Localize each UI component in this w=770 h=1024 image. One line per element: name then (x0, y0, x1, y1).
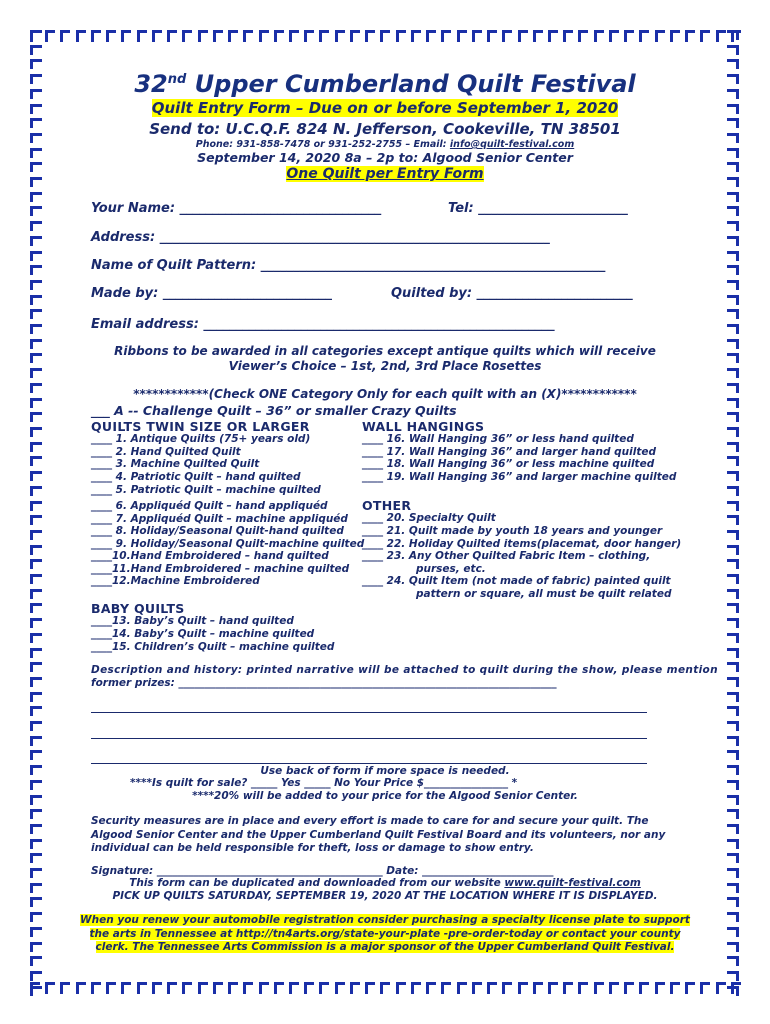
border-bracket (137, 982, 147, 994)
border-bracket (518, 982, 528, 994)
border-bracket (609, 30, 619, 42)
border-bracket (727, 750, 739, 760)
category-instruction: ************(Check ONE Category Only for each quilt with an (X)************ (133, 387, 637, 401)
description-blank-line[interactable] (91, 738, 647, 739)
border-bracket (30, 236, 42, 246)
border-bracket (380, 30, 390, 42)
border-bracket (727, 427, 739, 437)
border-bracket (30, 530, 42, 540)
category-option[interactable]: ____ 8. Holiday/Seasonal Quilt-hand quilted (91, 525, 344, 537)
baby-quilts-heading: BABY QUILTS (91, 601, 185, 616)
border-bracket (91, 982, 101, 994)
border-bracket (727, 412, 739, 422)
ribbons-line-2: Viewer’s Choice – 1st, 2nd, 3rd Place Rosettes (228, 359, 542, 373)
border-bracket (472, 30, 482, 42)
one-quilt-notice: One Quilt per Entry Form (286, 166, 484, 182)
border-bracket (30, 515, 42, 525)
border-bracket (670, 982, 680, 994)
border-bracket (727, 30, 739, 40)
send-to-address: Send to: U.C.Q.F. 824 N. Jefferson, Cookeville, TN 38501 (149, 120, 621, 138)
border-bracket (228, 982, 238, 994)
border-bracket (727, 442, 739, 452)
border-bracket (727, 603, 739, 613)
border-bracket (727, 265, 739, 275)
border-bracket (441, 982, 451, 994)
border-bracket (365, 30, 375, 42)
border-bracket (30, 692, 42, 702)
border-bracket (274, 30, 284, 42)
made-by-field[interactable]: Made by: __________________________ (91, 286, 332, 301)
border-bracket (594, 30, 604, 42)
border-bracket (152, 982, 162, 994)
wall-hangings-heading: WALL HANGINGS (362, 419, 485, 434)
border-bracket (727, 236, 739, 246)
border-bracket (30, 559, 42, 569)
border-bracket (548, 982, 558, 994)
phone-email-line: Phone: 931-858-7478 or 931-252-2755 – Email: info@quilt-festival.com (195, 139, 575, 150)
back-of-form-note: Use back of form if more space is needed. (260, 765, 510, 777)
border-bracket (350, 982, 360, 994)
category-option[interactable]: ____ 17. Wall Hanging 36” and larger hand quilted (362, 446, 656, 458)
border-bracket (30, 265, 42, 275)
border-bracket (182, 982, 192, 994)
border-bracket (533, 30, 543, 42)
category-option[interactable]: ____ 24. Quilt Item (not made of fabric) painted quilt (362, 575, 671, 587)
tel-field[interactable]: Tel: _______________________ (448, 201, 628, 216)
category-option[interactable]: purses, etc. (416, 563, 486, 575)
border-bracket (502, 30, 512, 42)
border-bracket (426, 982, 436, 994)
category-option[interactable]: ____13. Baby’s Quilt – hand quilted (91, 615, 294, 627)
percent-note: ****20% will be added to your price for the Algood Senior Center. (192, 790, 578, 802)
border-bracket (457, 30, 467, 42)
border-bracket (335, 982, 345, 994)
border-bracket (563, 30, 573, 42)
border-bracket (396, 982, 406, 994)
category-option[interactable]: ____ 1. Antique Quilts (75+ years old) (91, 433, 311, 445)
border-bracket (727, 515, 739, 525)
challenge-quilt-option[interactable]: ___ A -- Challenge Quilt – 36” or smaller Crazy Quilts (91, 403, 457, 418)
border-bracket (578, 982, 588, 994)
border-bracket (411, 982, 421, 994)
border-bracket (716, 982, 726, 994)
border-bracket (76, 30, 86, 42)
border-bracket (30, 309, 42, 319)
border-bracket (578, 30, 588, 42)
border-bracket (685, 30, 695, 42)
border-bracket (700, 30, 710, 42)
category-option[interactable]: ____ 2. Hand Quilted Quilt (91, 446, 241, 458)
entry-form-due: Quilt Entry Form – Due on or before September 1, 2020 (151, 99, 619, 117)
border-bracket (30, 633, 42, 643)
border-bracket (655, 982, 665, 994)
border-bracket (30, 574, 42, 584)
border-bracket (198, 30, 208, 42)
border-bracket (727, 853, 739, 863)
page-title: 32nd Upper Cumberland Quilt Festival (134, 70, 636, 98)
border-bracket (727, 280, 739, 290)
border-bracket (727, 839, 739, 849)
description-line-1: Description and history: printed narrative will be attached to quilt during the show, please mention (91, 664, 718, 676)
border-bracket (274, 982, 284, 994)
border-bracket (727, 486, 739, 496)
border-bracket (487, 30, 497, 42)
former-prizes-field[interactable]: former prizes: ________________________________________________________________________ (91, 677, 557, 689)
border-bracket (727, 618, 739, 628)
border-bracket (727, 251, 739, 261)
category-option[interactable]: ____ 23. Any Other Quilted Fabric Item – clothing, (362, 550, 651, 562)
category-option[interactable]: ____14. Baby’s Quilt – machine quilted (91, 628, 315, 640)
signature-date-field[interactable]: Signature: ___________________________________________ Date: _________________________ (91, 865, 554, 877)
border-bracket (30, 589, 42, 599)
border-bracket (727, 559, 739, 569)
border-bracket (639, 982, 649, 994)
category-option[interactable]: ____ 18. Wall Hanging 36” or less machine quilted (362, 458, 655, 470)
quilt-pattern-field[interactable]: Name of Quilt Pattern: _____________________________________________________ (91, 258, 606, 273)
category-option[interactable]: ____12.Machine Embroidered (91, 575, 260, 587)
border-bracket (727, 809, 739, 819)
border-bracket (727, 956, 739, 966)
border-bracket (30, 853, 42, 863)
border-bracket (472, 982, 482, 994)
border-bracket (30, 824, 42, 834)
border-bracket (106, 982, 116, 994)
border-bracket (30, 295, 42, 305)
border-bracket (727, 324, 739, 334)
border-bracket (727, 206, 739, 216)
border-bracket (380, 982, 390, 994)
border-bracket (563, 982, 573, 994)
border-bracket (30, 956, 42, 966)
border-bracket (727, 45, 739, 55)
twin-size-heading: QUILTS TWIN SIZE OR LARGER (91, 419, 310, 434)
border-bracket (30, 721, 42, 731)
border-bracket (727, 648, 739, 658)
description-blank-line[interactable] (91, 712, 647, 713)
border-bracket (30, 59, 42, 69)
border-bracket (30, 706, 42, 716)
border-top (30, 30, 741, 44)
border-bracket (198, 982, 208, 994)
category-option[interactable]: ____ 5. Patriotic Quilt – machine quilted (91, 484, 321, 496)
border-bracket (106, 30, 116, 42)
border-bracket (30, 192, 42, 202)
border-bracket (91, 30, 101, 42)
border-bracket (45, 982, 55, 994)
category-option[interactable]: ____ 6. Appliquéd Quilt – hand appliquéd (91, 500, 328, 512)
category-option[interactable]: pattern or square, all must be quilt related (416, 588, 672, 600)
border-bracket (60, 982, 70, 994)
border-bracket (609, 982, 619, 994)
border-bracket (639, 30, 649, 42)
category-option[interactable]: ____15. Children’s Quilt – machine quilted (91, 641, 335, 653)
border-bracket (304, 30, 314, 42)
pickup-note: PICK UP QUILTS SATURDAY, SEPTEMBER 19, 2020 AT THE LOCATION WHERE IT IS DISPLAYED. (112, 890, 658, 902)
border-bracket (727, 59, 739, 69)
border-bracket (167, 982, 177, 994)
border-bracket (30, 677, 42, 687)
border-bracket (30, 648, 42, 658)
border-bracket (727, 574, 739, 584)
border-bracket (30, 221, 42, 231)
border-bracket (396, 30, 406, 42)
border-bracket (411, 30, 421, 42)
border-bracket (30, 780, 42, 790)
category-option[interactable]: ____ 4. Patriotic Quilt – hand quilted (91, 471, 301, 483)
border-bracket (727, 824, 739, 834)
border-bracket (727, 530, 739, 540)
border-bracket (30, 251, 42, 261)
border-bracket (700, 982, 710, 994)
border-bracket (727, 501, 739, 511)
border-bracket (685, 982, 695, 994)
border-bracket (182, 30, 192, 42)
border-bracket (319, 30, 329, 42)
border-bracket (30, 750, 42, 760)
email-link[interactable]: info@quilt-festival.com (449, 139, 575, 150)
address-field[interactable]: Address: ____________________________________________________________ (91, 230, 550, 245)
border-bracket (243, 982, 253, 994)
ribbons-line-1: Ribbons to be awarded in all categories except antique quilts which will receive (114, 344, 656, 358)
border-bracket (30, 427, 42, 437)
border-bracket (30, 618, 42, 628)
category-option[interactable]: ____ 20. Specialty Quilt (362, 512, 496, 524)
border-bracket (152, 30, 162, 42)
border-bracket (716, 30, 726, 42)
other-heading: OTHER (362, 498, 412, 513)
border-bracket (30, 809, 42, 819)
category-option[interactable]: ____ 9. Holiday/Seasonal Quilt-machine quilted (91, 538, 365, 550)
border-bracket (30, 412, 42, 422)
border-bracket (670, 30, 680, 42)
border-bracket (228, 30, 238, 42)
email-address-field[interactable]: Email address: ______________________________________________________ (91, 317, 555, 332)
border-bracket (727, 706, 739, 716)
border-bracket (213, 982, 223, 994)
border-bracket (30, 603, 42, 613)
border-bracket (30, 662, 42, 672)
border-bracket (30, 456, 42, 466)
border-bracket (30, 501, 42, 511)
border-bracket (727, 721, 739, 731)
category-option[interactable]: ____ 21. Quilt made by youth 18 years and younger (362, 525, 663, 537)
border-bracket (727, 971, 739, 981)
border-bracket (30, 986, 42, 996)
border-bracket (304, 982, 314, 994)
border-bracket (45, 30, 55, 42)
your-name-field[interactable]: Your Name: _______________________________ (91, 201, 382, 216)
border-bracket (30, 324, 42, 334)
border-bracket (289, 30, 299, 42)
category-option[interactable]: ____ 19. Wall Hanging 36” and larger machine quilted (362, 471, 677, 483)
border-bracket (548, 30, 558, 42)
border-bracket (727, 692, 739, 702)
border-bracket (30, 971, 42, 981)
date-location: September 14, 2020 8a – 2p to: Algood Senior Center (197, 150, 573, 165)
category-option[interactable]: ____ 16. Wall Hanging 36” or less hand quilted (362, 433, 634, 445)
border-bracket (259, 30, 269, 42)
border-bracket (167, 30, 177, 42)
border-bracket (30, 30, 42, 40)
border-bracket (457, 982, 467, 994)
border-bracket (727, 471, 739, 481)
border-bottom (30, 982, 741, 996)
category-option[interactable]: ____ 22. Holiday Quilted items(placemat, door hanger) (362, 538, 682, 550)
border-bracket (727, 677, 739, 687)
category-option[interactable]: ____10.Hand Embroidered – hand quilted (91, 550, 329, 562)
category-option[interactable]: ____ 3. Machine Quilted Quilt (91, 458, 260, 470)
for-sale-field[interactable]: ****Is quilt for sale? _____ Yes _____ No Your Price $________________ * (130, 777, 518, 789)
website-link[interactable]: www.quilt-festival.com (504, 877, 641, 889)
border-bracket (624, 982, 634, 994)
border-bracket (30, 206, 42, 216)
border-bracket (30, 280, 42, 290)
border-bracket (289, 982, 299, 994)
border-bracket (727, 986, 739, 996)
border-bracket (76, 982, 86, 994)
border-bracket (518, 30, 528, 42)
border-bracket (727, 545, 739, 555)
border-bracket (60, 30, 70, 42)
border-bracket (30, 442, 42, 452)
border-bracket (30, 45, 42, 55)
border-bracket (727, 780, 739, 790)
category-option[interactable]: ____ 7. Appliquéd Quilt – machine appliquéd (91, 513, 348, 525)
border-bracket (30, 839, 42, 849)
border-bracket (727, 736, 739, 746)
category-option[interactable]: ____11.Hand Embroidered – machine quilted (91, 563, 350, 575)
border-bracket (533, 982, 543, 994)
border-bracket (487, 982, 497, 994)
border-bracket (727, 309, 739, 319)
border-bracket (727, 633, 739, 643)
quilted-by-field[interactable]: Quilted by: ________________________ (391, 286, 633, 301)
border-bracket (137, 30, 147, 42)
border-bracket (594, 982, 604, 994)
border-bracket (727, 456, 739, 466)
border-bracket (213, 30, 223, 42)
border-bracket (121, 982, 131, 994)
border-bracket (259, 982, 269, 994)
border-bracket (426, 30, 436, 42)
border-bracket (624, 30, 634, 42)
border-bracket (727, 221, 739, 231)
border-bracket (335, 30, 345, 42)
border-bracket (121, 30, 131, 42)
border-bracket (30, 486, 42, 496)
border-bracket (727, 662, 739, 672)
border-bracket (727, 295, 739, 305)
border-bracket (655, 30, 665, 42)
border-bracket (30, 545, 42, 555)
border-bracket (727, 192, 739, 202)
border-bracket (502, 982, 512, 994)
border-bracket (350, 30, 360, 42)
border-bracket (243, 30, 253, 42)
border-bracket (30, 736, 42, 746)
border-bracket (30, 471, 42, 481)
security-paragraph: Security measures are in place and every effort is made to care for and secure your quilt. The Algood Senior Center and the Upper Cumberland Quilt Festival Board and its volunteers, nor any individual can be held responsible for theft, loss or damage to show entry. (91, 815, 666, 854)
border-bracket (441, 30, 451, 42)
border-bracket (365, 982, 375, 994)
border-bracket (727, 589, 739, 599)
description-blank-line[interactable] (91, 763, 647, 764)
duplicate-note: This form can be duplicated and downloaded from our website www.quilt-festival.com (129, 877, 641, 889)
license-plate-notice: When you renew your automobile registration consider purchasing a specialty license plate to support the arts in Tennessee at http://tn4arts.org/state-your-plate -pre-order-today or contact your county clerk. The Tennessee Arts Commission is a major sponsor of the Upper Cumberland Quilt Festival. (80, 914, 690, 953)
border-bracket (319, 982, 329, 994)
